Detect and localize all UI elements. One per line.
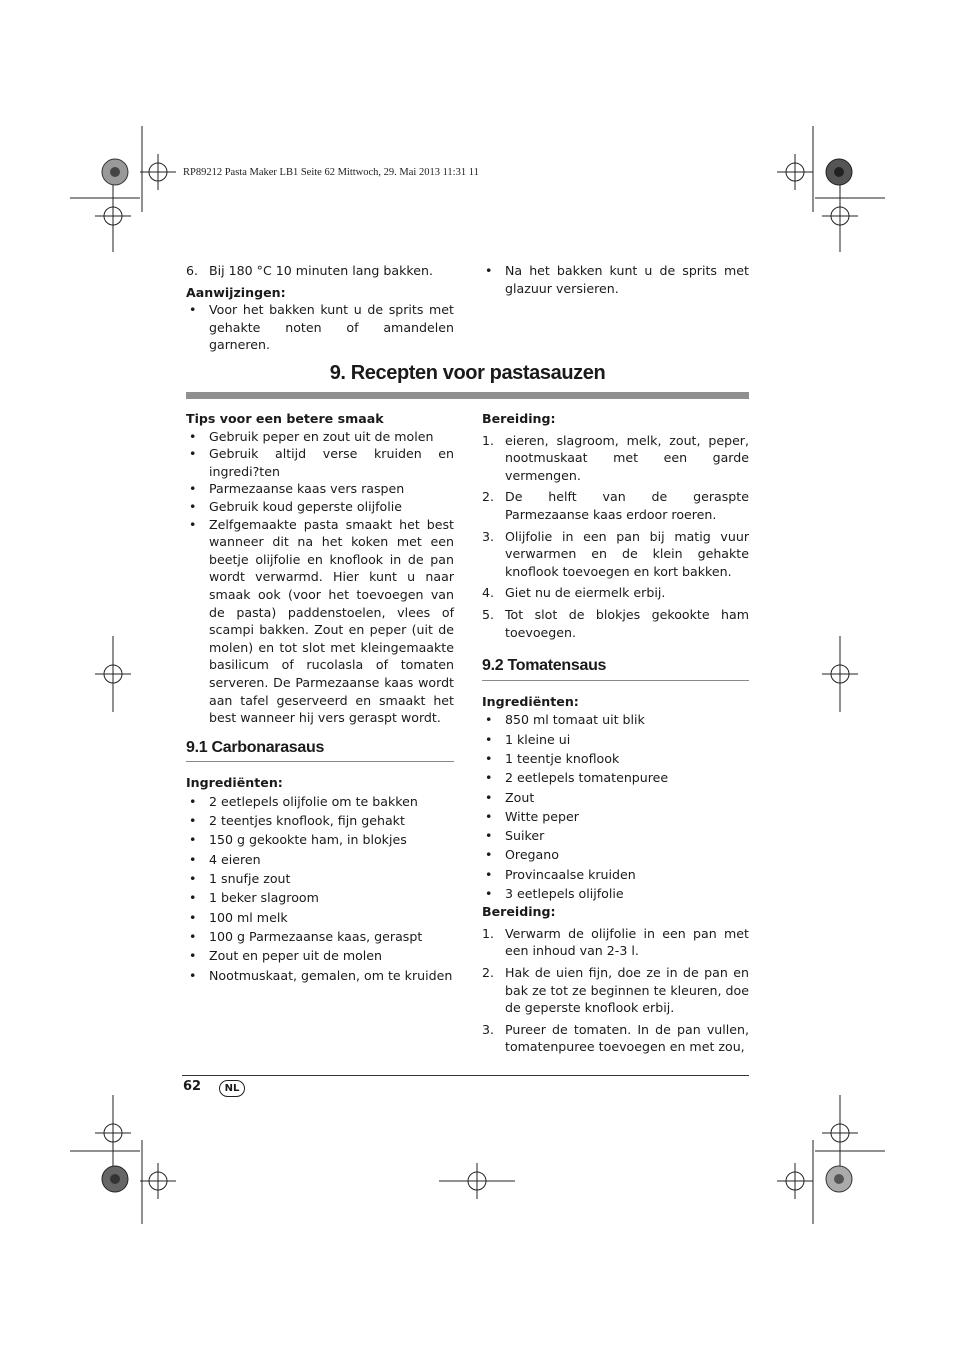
list-item: • 1 beker slagroom bbox=[186, 888, 454, 907]
list-item: • Gebruik koud geperste olijfolie bbox=[189, 498, 402, 514]
bullet-icon: • bbox=[485, 263, 493, 278]
list-item: • 850 ml tomaat uit blik bbox=[482, 710, 749, 729]
title-rule bbox=[186, 392, 749, 399]
list-item: 6. Bij 180 °C 10 minuten lang bakken. bbox=[186, 263, 433, 278]
list-item: • Gebruik altijd verse kruiden en ingredi?ten bbox=[189, 446, 454, 479]
list-item: • Parmezaanse kaas vers raspen bbox=[189, 481, 405, 497]
bullet-icon: • bbox=[485, 770, 493, 786]
print-slug: RP89212 Pasta Maker LB1 Seite 62 Mittwoch, 29. Mai 2013 11:31 11 bbox=[183, 167, 479, 178]
list-item: 3. Pureer de tomaten. In de pan vullen, tomatenpuree toevoegen en met zou, bbox=[482, 1021, 749, 1055]
bullet-icon: • bbox=[485, 866, 493, 882]
tips-list bbox=[186, 428, 454, 727]
list-item: 1. Verwarm de olijfolie in een pan met een inhoud van 2-3 l. bbox=[482, 925, 749, 959]
list-item: • Zelfgemaakte pasta smaakt het best wanneer dit na het koken met een beetje olijfolie en knoflook in de pan wordt verwarmd. Hier kunt u naar smaak ook (voor het toevoegen van de pasta) paddenstoelen, vlees of scampi bakken. Zout en peper (uit de molen) en tot slot met kleingemaakte basilicum of rucolasla of tomaten serveren. De Parmezaanse kaas wordt aan tafel geserveerd en smaakt het best wanneer hij vers geraspt wordt. bbox=[189, 516, 454, 726]
list-item: 2. De helft van de geraspte Parmezaanse kaas erdoor roeren. bbox=[482, 489, 749, 522]
list-item: • Zout en peper uit de molen bbox=[186, 946, 454, 965]
bullet-icon: • bbox=[189, 813, 197, 829]
bullet-icon: • bbox=[189, 793, 197, 809]
list-item: • Nootmuskaat, gemalen, om te kruiden bbox=[186, 966, 454, 985]
list-item: • Na het bakken kunt u de sprits met glazuur versieren. bbox=[485, 263, 749, 296]
bullet-icon: • bbox=[485, 789, 493, 805]
bullet-icon: • bbox=[189, 498, 197, 514]
bullet-icon: • bbox=[189, 851, 197, 867]
carbonara-step-list bbox=[482, 432, 749, 642]
list-item: • Witte peper bbox=[482, 807, 749, 826]
list-item: • 3 eetlepels olijfolie bbox=[482, 884, 749, 903]
bullet-icon: • bbox=[485, 808, 493, 824]
bullet-icon: • bbox=[189, 481, 197, 497]
bullet-icon: • bbox=[189, 967, 197, 983]
bullet-icon: • bbox=[189, 871, 197, 887]
list-item: 1. eieren, slagroom, melk, zout, peper, nootmuskaat met een garde vermengen. bbox=[482, 432, 749, 483]
language-badge: NL bbox=[219, 1080, 245, 1097]
notes-list bbox=[186, 301, 454, 354]
list-item: • Zout bbox=[482, 788, 749, 807]
list-item: • 4 eieren bbox=[186, 850, 454, 869]
list-item: • 1 teentje knoflook bbox=[482, 749, 749, 768]
carbonara-preparation-label: Bereiding: bbox=[482, 411, 556, 426]
list-item: 3. Olijfolie in een pan bij matig vuur verwarmen en de klein gehakte knoflook toevoegen en kort bakken. bbox=[482, 528, 749, 579]
right-column bbox=[482, 410, 749, 1060]
list-item: • 1 snufje zout bbox=[186, 869, 454, 888]
list-item: • Provincaalse kruiden bbox=[482, 865, 749, 884]
bullet-icon: • bbox=[189, 446, 197, 462]
bullet-icon: • bbox=[485, 885, 493, 901]
bullet-icon: • bbox=[189, 302, 197, 318]
top-left-column bbox=[186, 262, 454, 354]
tomato-step-list bbox=[482, 925, 749, 1056]
step-list bbox=[186, 262, 454, 280]
bullet-icon: • bbox=[189, 928, 197, 944]
list-item: • 2 eetlepels olijfolie om te bakken bbox=[186, 792, 454, 811]
list-item: • Suiker bbox=[482, 826, 749, 845]
list-item: 5. Tot slot de blokjes gekookte ham toevoegen. bbox=[482, 606, 749, 640]
top-right-column bbox=[482, 262, 749, 297]
tomato-ingredient-list bbox=[482, 710, 749, 903]
bullet-icon: • bbox=[189, 890, 197, 906]
carbonara-ingredient-list bbox=[186, 792, 454, 985]
carbonara-ingredients-label: Ingrediënten: bbox=[186, 775, 283, 791]
list-item: • Voor het bakken kunt u de sprits met gehakte noten of amandelen garneren. bbox=[189, 302, 454, 353]
bullet-icon: • bbox=[189, 909, 197, 925]
footer-rule bbox=[182, 1075, 749, 1076]
section-title: 9. Recepten voor pastasauzen bbox=[329, 362, 606, 384]
notes-label: Aanwijzingen: bbox=[186, 284, 286, 300]
list-item: • 150 g gekookte ham, in blokjes bbox=[186, 830, 454, 849]
bullet-icon: • bbox=[485, 712, 493, 728]
list-item: 2. Hak de uien fijn, doe ze in de pan en bak ze tot ze beginnen te kleuren, doe de geperste knoflook erbij. bbox=[482, 965, 749, 1016]
bullet-icon: • bbox=[189, 832, 197, 848]
list-item: • 2 eetlepels tomatenpuree bbox=[482, 768, 749, 787]
page-number: 62 bbox=[183, 1079, 202, 1094]
list-item: • 100 g Parmezaanse kaas, geraspt bbox=[186, 927, 454, 946]
bullet-icon: • bbox=[485, 828, 493, 844]
bullet-icon: • bbox=[485, 750, 493, 766]
list-item: 4. Giet nu de eiermelk erbij. bbox=[482, 585, 666, 601]
list-item: • Gebruik peper en zout uit de molen bbox=[189, 428, 434, 444]
list-item: • 1 kleine ui bbox=[482, 730, 749, 749]
tomato-heading: 9.2 Tomatensaus bbox=[482, 657, 749, 681]
left-column bbox=[186, 410, 454, 985]
bullet-icon: • bbox=[189, 516, 197, 532]
tips-label: Tips voor een betere smaak bbox=[186, 411, 384, 426]
carbonara-heading: 9.1 Carbonarasaus bbox=[186, 739, 454, 763]
list-item: • Oregano bbox=[482, 845, 749, 864]
notes-list bbox=[482, 262, 749, 297]
bullet-icon: • bbox=[189, 948, 197, 964]
bullet-icon: • bbox=[189, 428, 197, 444]
list-item: • 100 ml melk bbox=[186, 908, 454, 927]
tomato-ingredients-label: Ingrediënten: bbox=[482, 693, 579, 709]
tomato-preparation-label: Bereiding: bbox=[482, 904, 556, 920]
bullet-icon: • bbox=[485, 731, 493, 747]
bullet-icon: • bbox=[485, 847, 493, 863]
list-item: • 2 teentjes knoflook, fijn gehakt bbox=[186, 811, 454, 830]
